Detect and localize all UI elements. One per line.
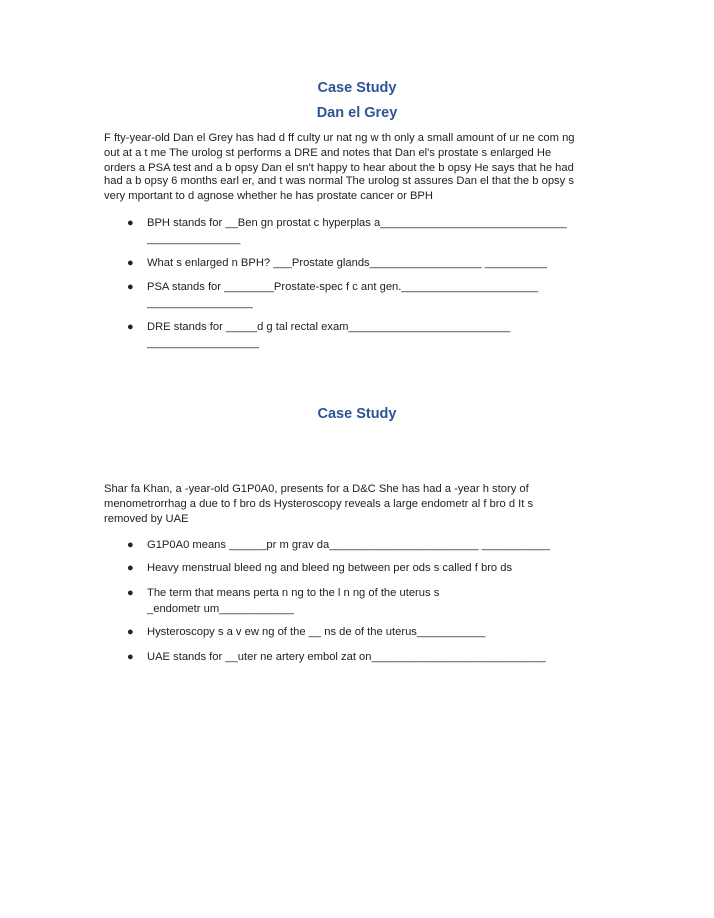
patient-name-heading: Dan el Grey	[316, 105, 398, 121]
bullet-icon: ●	[127, 626, 134, 638]
question-line: Heavy menstrual bleed ng and bleed ng between per ods s called f bro ds	[147, 562, 513, 574]
case-paragraph-1	[104, 131, 610, 204]
bullet-icon: ●	[127, 562, 134, 574]
paragraph-line: very mportant to d agnose whether he has prostate cancer or BPH	[104, 190, 433, 202]
question-text	[147, 624, 485, 640]
question-text	[147, 585, 439, 617]
bullet-icon: ●	[127, 217, 134, 229]
paragraph-line: F fty-year-old Dan el Grey has had d ff culty ur nat ng w th only a small amount of ur ne com ng	[104, 132, 575, 144]
question-line: The term that means perta n ng to the l n ng of the uterus s	[147, 587, 440, 599]
bullet-icon: ●	[127, 651, 134, 663]
paragraph-line: menometrorrhag a due to f bro ds Hysteroscopy reveals a large endometr al f bro d It s	[104, 498, 534, 510]
case-study-heading-1: Case Study	[317, 80, 397, 96]
question-line: What s enlarged n BPH? ___Prostate glands__________________ __________	[147, 257, 547, 269]
question-text	[147, 319, 510, 351]
case-paragraph-2	[104, 482, 610, 527]
answer-blank-line: _________________	[147, 297, 253, 309]
bullet-icon: ●	[127, 539, 134, 551]
question-text	[147, 215, 567, 247]
question-text	[147, 255, 547, 271]
answer-blank-line: _endometr um____________	[147, 603, 294, 615]
paragraph-line: removed by UAE	[104, 513, 189, 525]
bullet-icon: ●	[127, 321, 134, 333]
paragraph-line: Shar fa Khan, a -year-old G1P0A0, presents for a D&C She has had a -year h story of	[104, 483, 529, 495]
bullet-icon: ●	[127, 587, 134, 599]
question-line: DRE stands for _____d g tal rectal exam__________________________	[147, 321, 511, 333]
paragraph-line: out at a t me The urolog st performs a DRE and notes that Dan el's prostate s enlarged He	[104, 147, 552, 159]
bullet-icon: ●	[127, 281, 134, 293]
question-line: PSA stands for ________Prostate-spec f c ant gen.______________________	[147, 281, 539, 293]
question-line: Hysteroscopy s a v ew ng of the __ ns de of the uterus___________	[147, 626, 486, 638]
question-text	[147, 537, 550, 553]
question-line: G1P0A0 means ______pr m grav da________________________ ___________	[147, 539, 551, 551]
paragraph-line: orders a PSA test and a b opsy Dan el sn't happy to hear about the b opsy He says that he had	[104, 162, 574, 174]
question-text	[147, 560, 512, 576]
answer-blank-line: _______________	[147, 233, 241, 245]
question-line: UAE stands for __uter ne artery embol zat on____________________________	[147, 651, 546, 663]
question-text	[147, 649, 546, 665]
bullet-icon: ●	[127, 257, 134, 269]
question-text	[147, 279, 538, 311]
paragraph-line: had a b opsy 6 months earl er, and t was normal The urolog st assures Dan el that the b opsy s	[104, 175, 574, 187]
answer-blank-line: __________________	[147, 337, 259, 349]
case-study-heading-2: Case Study	[317, 406, 397, 422]
question-line: BPH stands for __Ben gn prostat c hyperplas a______________________________	[147, 217, 567, 229]
